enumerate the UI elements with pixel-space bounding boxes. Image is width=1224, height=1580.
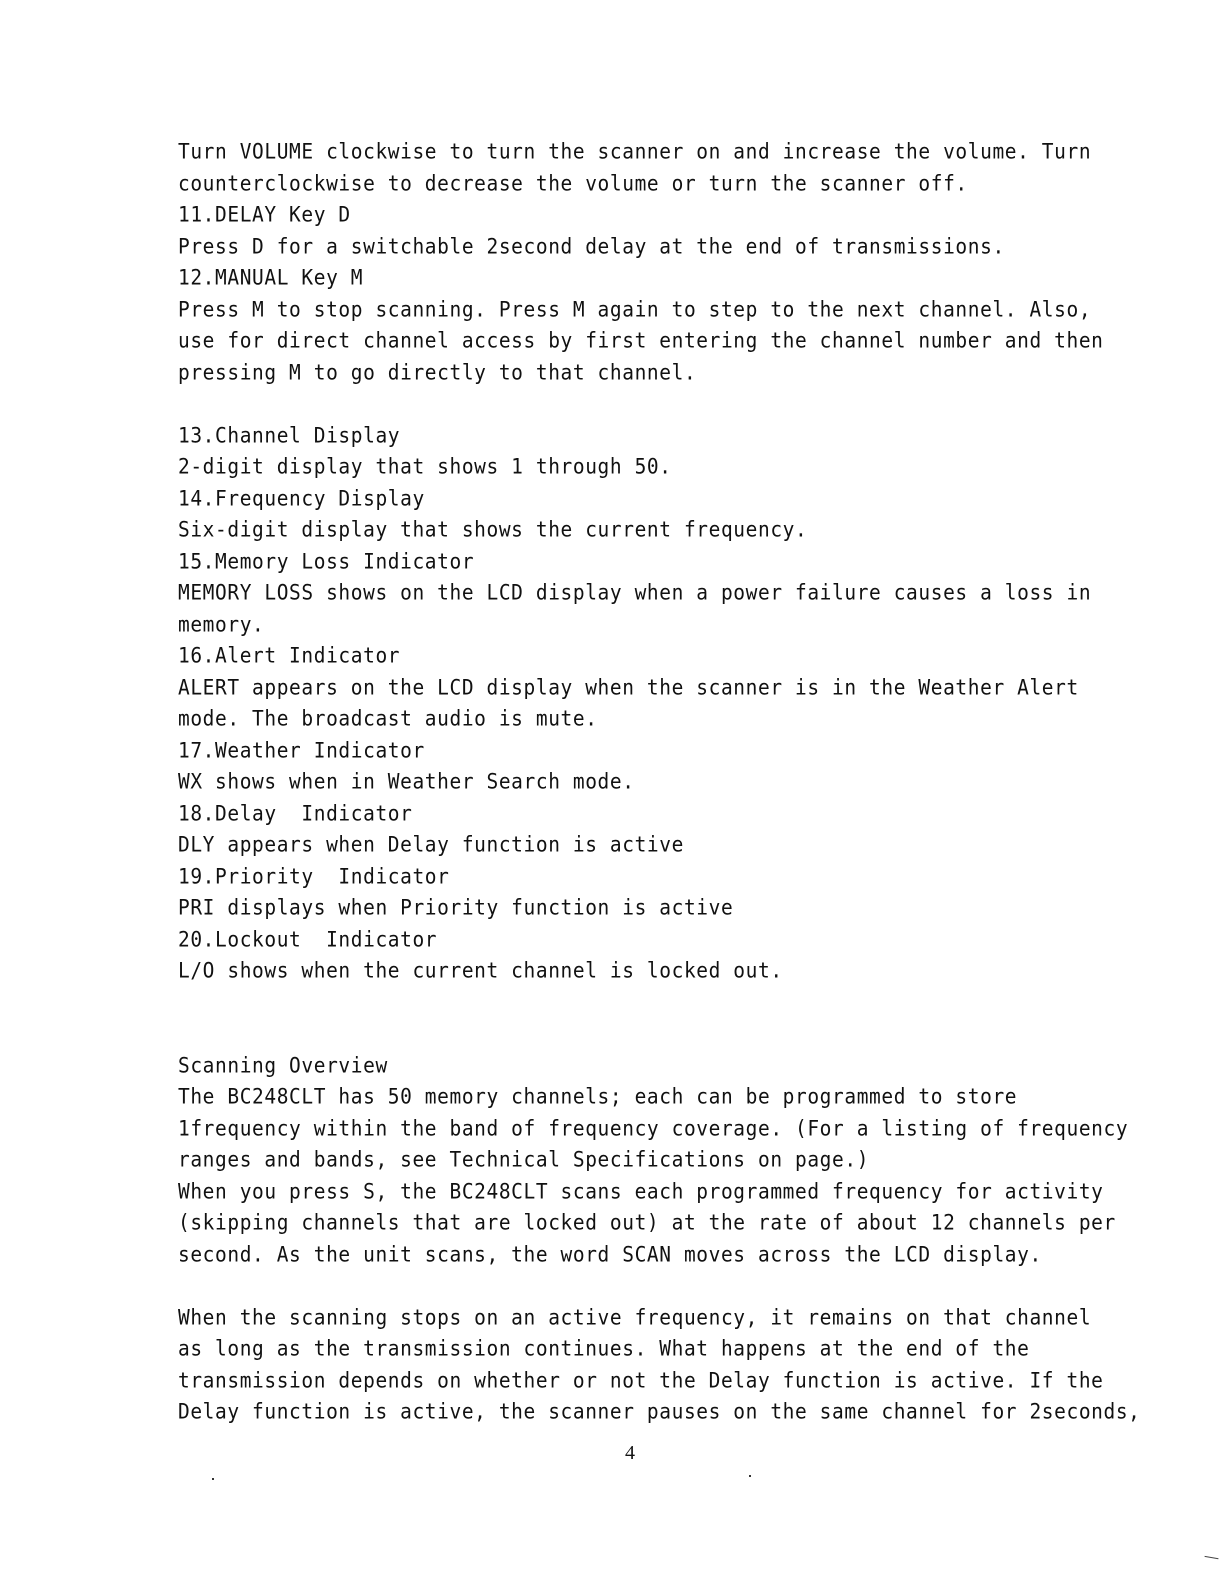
text-line: When you press S, the BC248CLT scans each programmed frequency for activity bbox=[178, 1178, 1104, 1204]
text-line: use for direct channel access by first entering the channel number and then bbox=[178, 328, 1104, 353]
text-line: as long as the transmission continues. What happens at the end of the bbox=[178, 1336, 1030, 1361]
text-line: transmission depends on whether or not the Delay function is active. If the bbox=[178, 1367, 1104, 1393]
text-line: Press D for a switchable 2second delay at the end of transmissions. bbox=[178, 233, 1005, 259]
text-line: 19.Priority Indicator bbox=[178, 863, 450, 889]
text-line: (skipping channels that are locked out) at the rate of about 12 channels per bbox=[178, 1210, 1116, 1235]
text-line: second. As the unit scans, the word SCAN moves across the LCD display. bbox=[178, 1241, 1042, 1267]
text-line: 20.Lockout Indicator bbox=[178, 926, 438, 952]
page-number: 4 bbox=[625, 1442, 635, 1464]
blank-line bbox=[178, 388, 1058, 420]
text-line: PRI displays when Priority function is active bbox=[178, 895, 734, 920]
text-line: 1frequency within the band of frequency coverage. (For a listing of frequency bbox=[178, 1115, 1129, 1141]
text-line: 12.MANUAL Key M bbox=[178, 265, 364, 290]
text-line: Turn VOLUME clockwise to turn the scanner on and increase the volume. Turn bbox=[178, 139, 1092, 164]
text-line: When the scanning stops on an active frequency, it remains on that channel bbox=[178, 1304, 1092, 1330]
text-line: Delay function is active, the scanner pauses on the same channel for 2seconds, bbox=[178, 1399, 1141, 1424]
text-line: DLY appears when Delay function is active bbox=[178, 832, 684, 857]
text-line: 2-digit display that shows 1 through 50. bbox=[178, 454, 672, 479]
text-line: MEMORY LOSS shows on the LCD display when a power failure causes a loss in bbox=[178, 580, 1092, 605]
scan-speck bbox=[749, 1475, 751, 1477]
blank-line bbox=[178, 1018, 1058, 1050]
text-line: 16.Alert Indicator bbox=[178, 643, 401, 668]
text-line: 11.DELAY Key D bbox=[178, 202, 351, 227]
text-line: 14.Frequency Display bbox=[178, 485, 425, 511]
text-line: memory. bbox=[178, 611, 265, 637]
text-line: WX shows when in Weather Search mode. bbox=[178, 769, 635, 794]
scan-speck bbox=[212, 1478, 214, 1480]
text-line: 18.Delay Indicator bbox=[178, 800, 413, 826]
text-line: The BC248CLT has 50 memory channels; each can be programmed to store bbox=[178, 1084, 1018, 1109]
text-line: pressing M to go directly to that channel. bbox=[178, 359, 697, 385]
blank-line bbox=[178, 1270, 1058, 1302]
blank-line bbox=[178, 987, 1058, 1019]
document-body bbox=[178, 136, 1141, 1428]
text-line: 15.Memory Loss Indicator bbox=[178, 548, 475, 574]
text-line: Scanning Overview bbox=[178, 1052, 388, 1078]
text-line: Six-digit display that shows the current frequency. bbox=[178, 517, 808, 542]
scan-corner-mark bbox=[1203, 1556, 1218, 1565]
text-line: ALERT appears on the LCD display when the scanner is in the Weather Alert bbox=[178, 674, 1079, 700]
text-line: ranges and bands, see Technical Specifications on page.) bbox=[178, 1147, 870, 1172]
text-line: Press M to stop scanning. Press M again to step to the next channel. Also, bbox=[178, 296, 1092, 322]
text-line: mode. The broadcast audio is mute. bbox=[178, 706, 598, 731]
text-line: counterclockwise to decrease the volume or turn the scanner off. bbox=[178, 170, 968, 196]
text-line: 17.Weather Indicator bbox=[178, 737, 425, 763]
text-line: L/O shows when the current channel is locked out. bbox=[178, 958, 783, 983]
text-line: 13.Channel Display bbox=[178, 422, 401, 448]
